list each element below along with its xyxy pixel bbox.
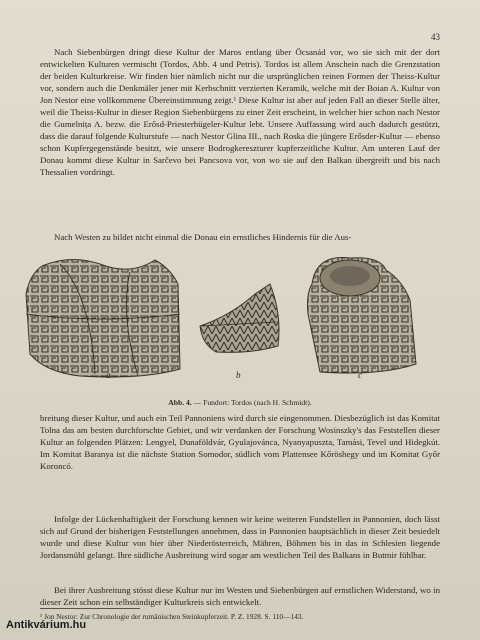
figure-caption	[40, 398, 440, 407]
figure-label-c: c	[358, 370, 362, 380]
watermark-logo: Antikvárium.hu	[6, 619, 87, 631]
pottery-figure	[20, 254, 460, 394]
paragraph-1: Nach Siebenbürgen dringt diese Kultur der Maros entlang über Öcsanád vor, wo sie sich mit der dort entwickelten Kulturen vermischt (Tordos, Abb. 4 und Petris). Tordos ist allem Anschein nach die Grenzstation der beiden Kulturkreise. Wir finden hier nämlich nicht nur die ursprünglichen reinen Formen der Theiss-Kultur vor, sondern auch die Denkmäler jener mit Kerbschnitt verzierten Keramik, welche mit der Boian A. Kultur von Jon Nestor eine vollkommene Übereinstimmung zeigt.¹ Diese Kultur ist aber auf jeden Fall an dieser Stelle älter, weil die Theiss-Kultur in dieser Region Siebenbürgens zu einer Zeit erscheint, in welcher hier schon nach Nestor die Gumelnița A. bezw. die Erősd-Priesterhügeler-Kultur lebt. Unsere Auffassung wird auch dadurch gestützt, dass die darauf folgende Kulturstufe — nach Nestor Glina III., nach Roska die jüngere Erősder-Kultur — ebenso schon Kupfergegenstände besitzt, wie unsere Bodrogkereszturer kupferzeitliche Kultur. Am unteren Lauf der Donau kommt diese Kultur in Sarčevo bei Pancsova vor, von wo sie auf den Balkan übergreift und bis nach Thessalien vordringt.	[40, 47, 440, 177]
vessel-b	[200, 284, 279, 352]
footnote-rule	[40, 608, 140, 609]
paragraph-3: breitung dieser Kultur, und auch ein Teil Pannoniens wird durch sie eingenommen. Diesbezüglich ist das Komitat Tolna das am besten durchforschte Gebiet, und wir verdanken der Forschung Wosinszky's das Feststellen dieser Kultur an folgenden Plätzen: Lengyel, Dunaföldvár, Gyulajovánca, Nyanyapuszta, Tamási, Tevel und Hidegkút. Im Komitat Baranya ist die nächste Station Somodor, südlich vom Plattensee Kőröshegy und im Komitat Győr Koroncó.	[40, 413, 440, 471]
footnote: ¹ Jon Nestor: Zur Chronologie der rumänischen Steinkupferzeit. P. Z. 1928. S. 110—143.	[40, 612, 304, 621]
page-number: 43	[431, 32, 440, 42]
vessel-c	[308, 258, 417, 373]
figure-label-a: a	[106, 370, 111, 380]
figure-label-b: b	[236, 370, 241, 380]
caption-text: — Fundort: Tordos (nach H. Schmidt).	[191, 398, 312, 407]
paragraph-4: Infolge der Lückenhaftigkeit der Forschung kennen wir keine weiteren Fundstellen in Pannonien, doch lässt sich auf Grund der bisherigen Feststellungen annehmen, dass in Pannonien hauptsächlich in dieser Zeit besiedelt wurde und diese Kultur von hier über Niederösterreich, Mähren, Böhmen bis in das in Schlesien liegende Jordansmühl gelangt. Ihre südliche Ausbreitung wird sogar am westlichen Teil des Balkans in Butmir fühlbar.	[40, 514, 440, 560]
caption-number: Abb. 4.	[168, 398, 192, 407]
vessel-a	[26, 259, 180, 377]
paragraph-2: Nach Westen zu bildet nicht einmal die Donau ein ernstliches Hindernis für die Aus-	[54, 232, 352, 242]
paragraph-5: Bei ihrer Ausbreitung stösst diese Kultur nur im Westen und Siebenbürgen auf ernstlichen Widerstand, wo in dieser Zeit schon ein selbständiger Kulturkreis sich entwickelt.	[40, 585, 440, 607]
